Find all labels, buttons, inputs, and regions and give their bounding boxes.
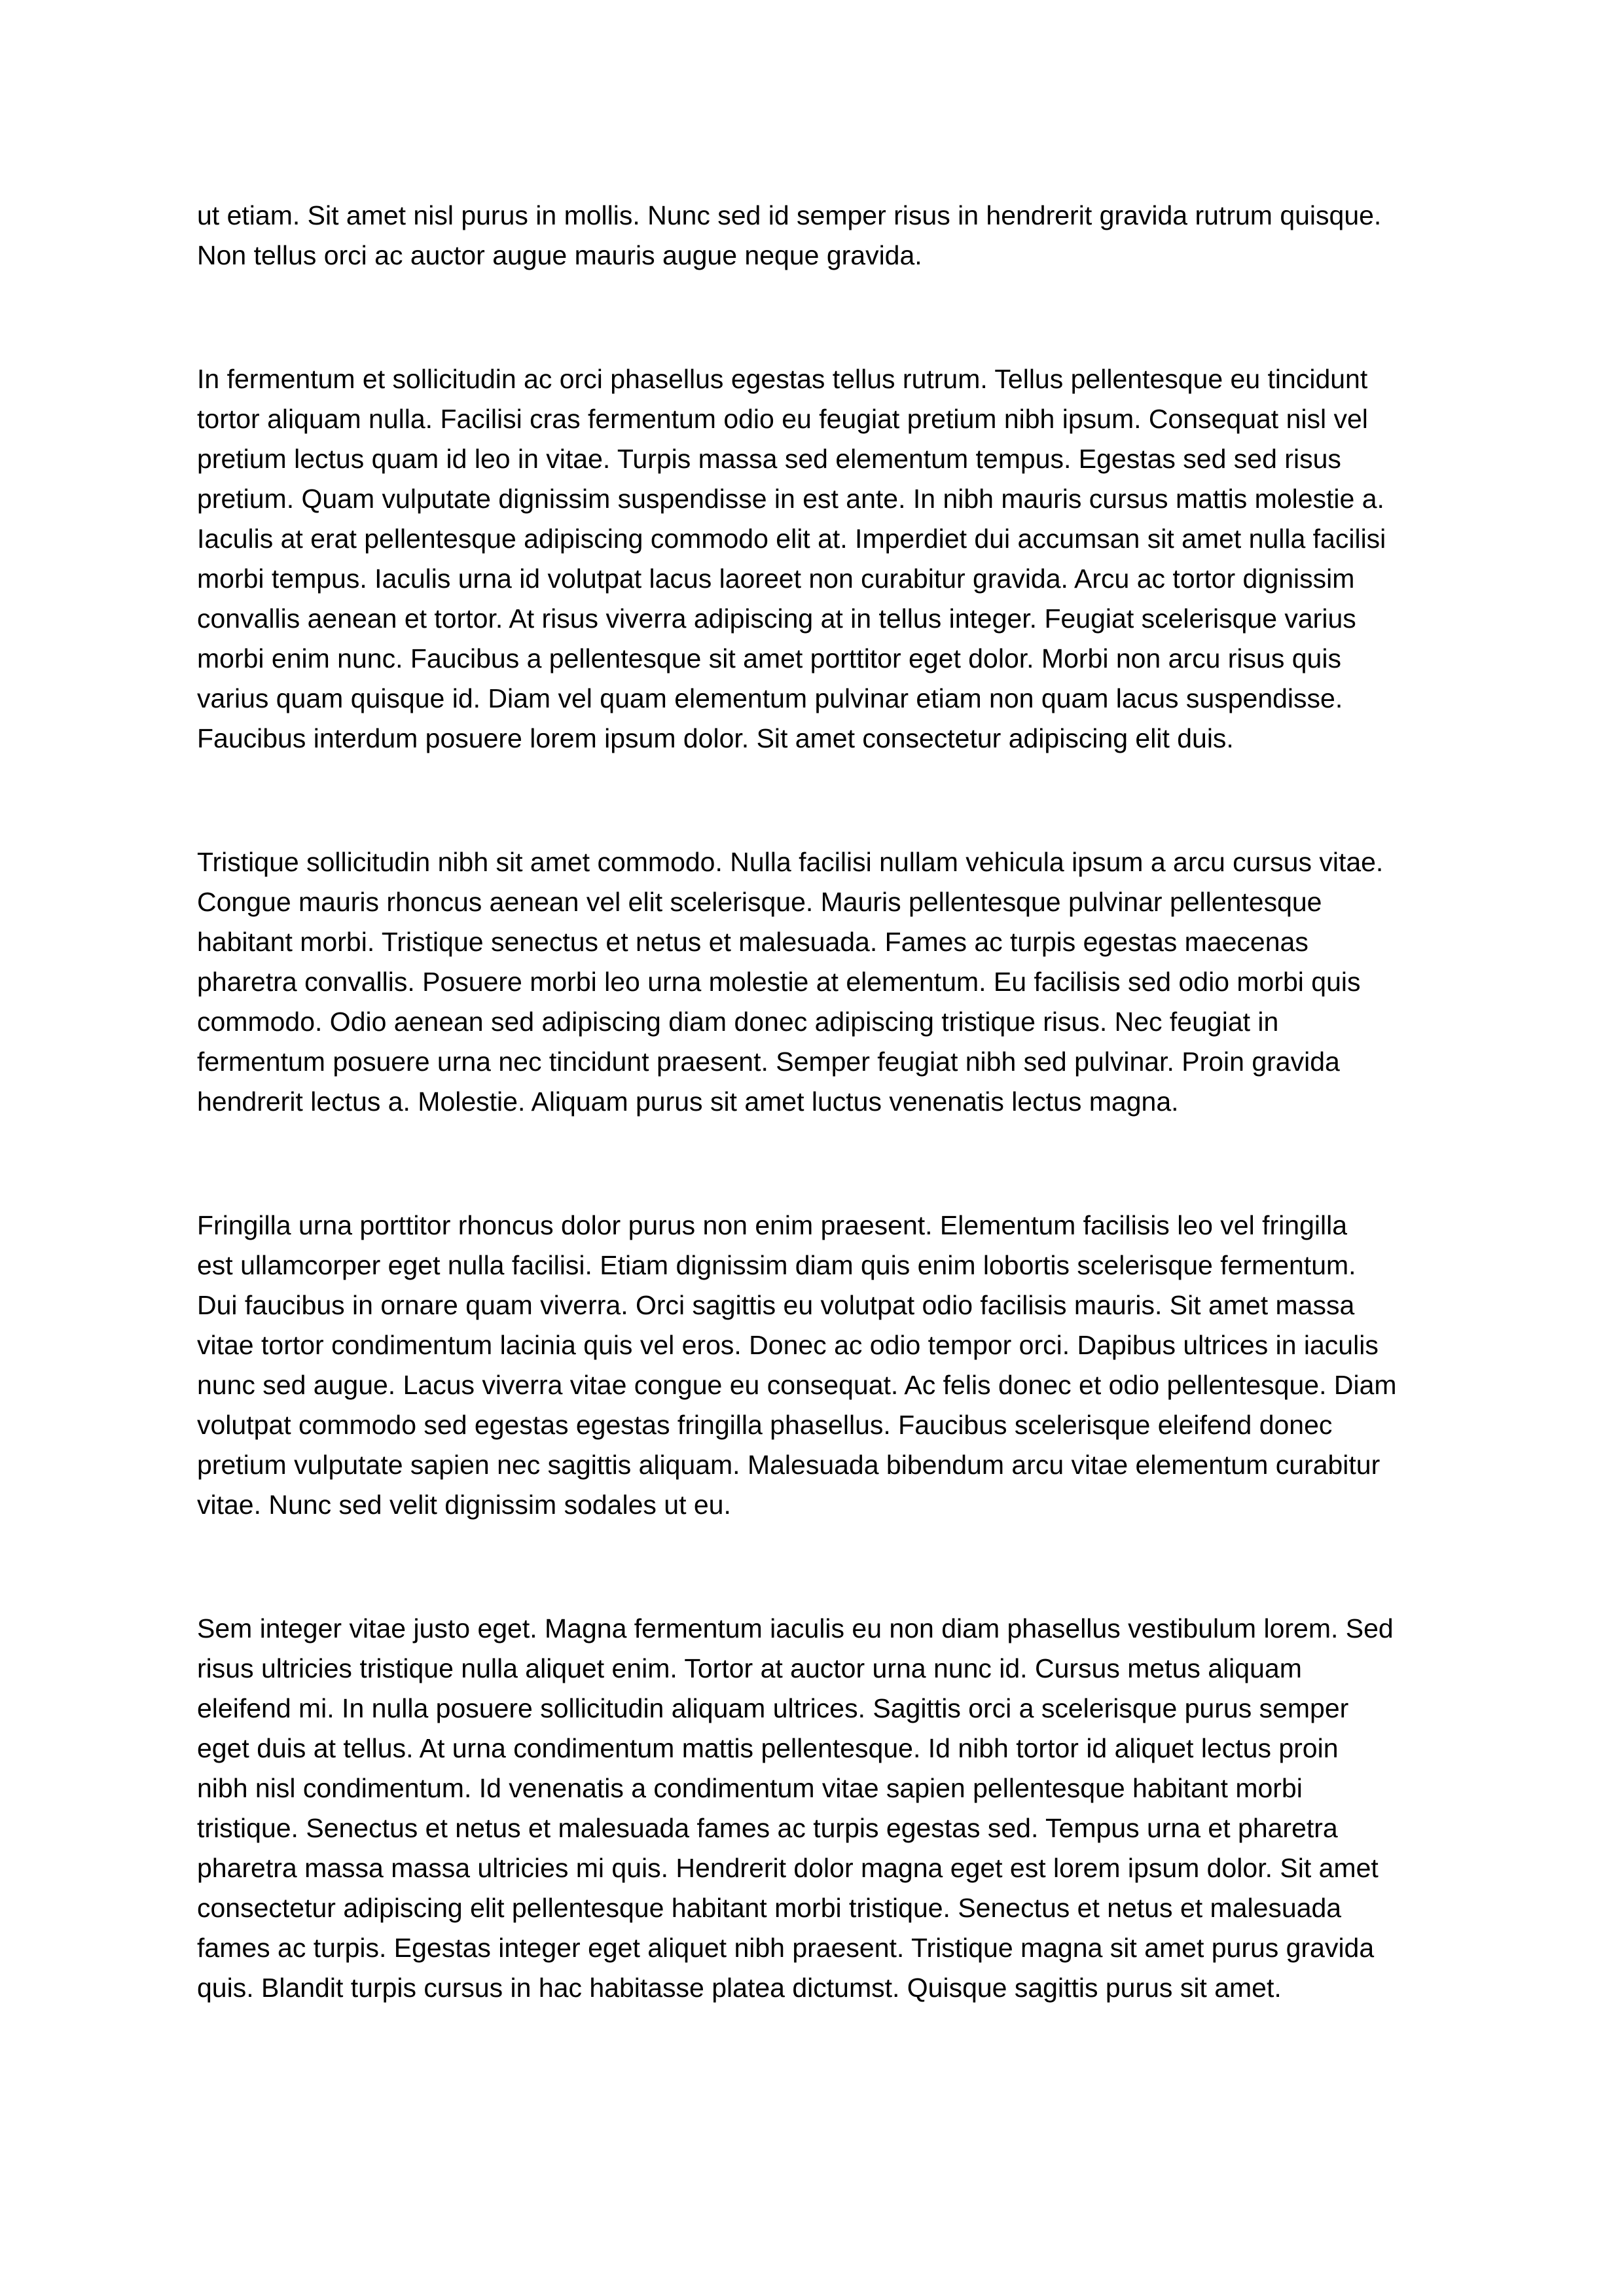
text-line: Dui faucibus in ornare quam viverra. Orci sagittis eu volutpat odio facilisis mauris. Sit amet massa: [197, 1290, 1355, 1320]
document-body: [197, 196, 1428, 2008]
text-line: volutpat commodo sed egestas egestas fringilla phasellus. Faucibus scelerisque eleifend donec: [197, 1410, 1333, 1440]
text-line: Fringilla urna porttitor rhoncus dolor purus non enim praesent. Elementum facilisis leo vel fringilla: [197, 1210, 1347, 1240]
paragraph-5: [197, 1609, 1428, 2008]
paragraph-3: [197, 842, 1428, 1122]
text-line: convallis aenean et tortor. At risus viverra adipiscing at in tellus integer. Feugiat scelerisque varius: [197, 603, 1356, 634]
text-line: pharetra massa massa ultricies mi quis. Hendrerit dolor magna eget est lorem ipsum dolor. Sit amet: [197, 1853, 1379, 1883]
paragraph-2: [197, 359, 1428, 759]
text-line: In fermentum et sollicitudin ac orci phasellus egestas tellus rutrum. Tellus pellentesque eu tincidunt: [197, 364, 1368, 394]
text-line: nunc sed augue. Lacus viverra vitae congue eu consequat. Ac felis donec et odio pellentesque. Diam: [197, 1370, 1397, 1400]
text-line: fermentum posuere urna nec tincidunt praesent. Semper feugiat nibh sed pulvinar. Proin gravida: [197, 1047, 1340, 1077]
text-line: Faucibus interdum posuere lorem ipsum dolor. Sit amet consectetur adipiscing elit duis.: [197, 723, 1234, 753]
text-line: Sem integer vitae justo eget. Magna fermentum iaculis eu non diam phasellus vestibulum lorem. Sed: [197, 1613, 1394, 1643]
text-line: vitae. Nunc sed velit dignissim sodales ut eu.: [197, 1490, 731, 1520]
text-line: tristique. Senectus et netus et malesuada fames ac turpis egestas sed. Tempus urna et pharetra: [197, 1813, 1338, 1843]
text-line: habitant morbi. Tristique senectus et netus et malesuada. Fames ac turpis egestas maecenas: [197, 927, 1308, 957]
text-line: tortor aliquam nulla. Facilisi cras fermentum odio eu feugiat pretium nibh ipsum. Consequat nisl vel: [197, 404, 1368, 434]
text-line: Non tellus orci ac auctor augue mauris augue neque gravida.: [197, 240, 922, 270]
text-line: pretium vulputate sapien nec sagittis aliquam. Malesuada bibendum arcu vitae elementum curabitur: [197, 1450, 1380, 1480]
text-line: Tristique sollicitudin nibh sit amet commodo. Nulla facilisi nullam vehicula ipsum a arcu cursus vitae.: [197, 847, 1384, 877]
text-line: varius quam quisque id. Diam vel quam elementum pulvinar etiam non quam lacus suspendisse.: [197, 683, 1343, 713]
text-line: hendrerit lectus a. Molestie. Aliquam purus sit amet luctus venenatis lectus magna.: [197, 1086, 1179, 1117]
text-line: consectetur adipiscing elit pellentesque habitant morbi tristique. Senectus et netus et malesuada: [197, 1893, 1342, 1923]
text-line: ut etiam. Sit amet nisl purus in mollis. Nunc sed id semper risus in hendrerit gravida rutrum quisque.: [197, 200, 1382, 230]
text-line: quis. Blandit turpis cursus in hac habitasse platea dictumst. Quisque sagittis purus sit amet.: [197, 1973, 1282, 2003]
text-line: morbi tempus. Iaculis urna id volutpat lacus laoreet non curabitur gravida. Arcu ac tortor dignissim: [197, 564, 1355, 594]
text-line: eget duis at tellus. At urna condimentum mattis pellentesque. Id nibh tortor id aliquet lectus proin: [197, 1733, 1339, 1763]
text-line: pretium lectus quam id leo in vitae. Turpis massa sed elementum tempus. Egestas sed sed risus: [197, 444, 1341, 474]
text-line: nibh nisl condimentum. Id venenatis a condimentum vitae sapien pellentesque habitant morbi: [197, 1773, 1303, 1803]
text-line: risus ultricies tristique nulla aliquet enim. Tortor at auctor urna nunc id. Cursus metus aliquam: [197, 1653, 1302, 1683]
text-line: commodo. Odio aenean sed adipiscing diam donec adipiscing tristique risus. Nec feugiat in: [197, 1007, 1279, 1037]
text-line: fames ac turpis. Egestas integer eget aliquet nibh praesent. Tristique magna sit amet purus gravida: [197, 1933, 1375, 1963]
paragraph-4: [197, 1206, 1428, 1525]
text-line: eleifend mi. In nulla posuere sollicitudin aliquam ultrices. Sagittis orci a scelerisque purus semper: [197, 1693, 1349, 1723]
text-line: est ullamcorper eget nulla facilisi. Etiam dignissim diam quis enim lobortis scelerisque fermentum.: [197, 1250, 1356, 1280]
paragraph-1: [197, 196, 1428, 276]
text-line: pharetra convallis. Posuere morbi leo urna molestie at elementum. Eu facilisis sed odio morbi quis: [197, 967, 1361, 997]
text-line: Iaculis at erat pellentesque adipiscing commodo elit at. Imperdiet dui accumsan sit amet nulla facilisi: [197, 524, 1386, 554]
text-line: vitae tortor condimentum lacinia quis vel eros. Donec ac odio tempor orci. Dapibus ultrices in iaculis: [197, 1330, 1379, 1360]
text-line: pretium. Quam vulputate dignissim suspendisse in est ante. In nibh mauris cursus mattis molestie a.: [197, 484, 1384, 514]
text-line: Congue mauris rhoncus aenean vel elit scelerisque. Mauris pellentesque pulvinar pellentesque: [197, 887, 1322, 917]
text-line: morbi enim nunc. Faucibus a pellentesque sit amet porttitor eget dolor. Morbi non arcu risus quis: [197, 643, 1341, 673]
